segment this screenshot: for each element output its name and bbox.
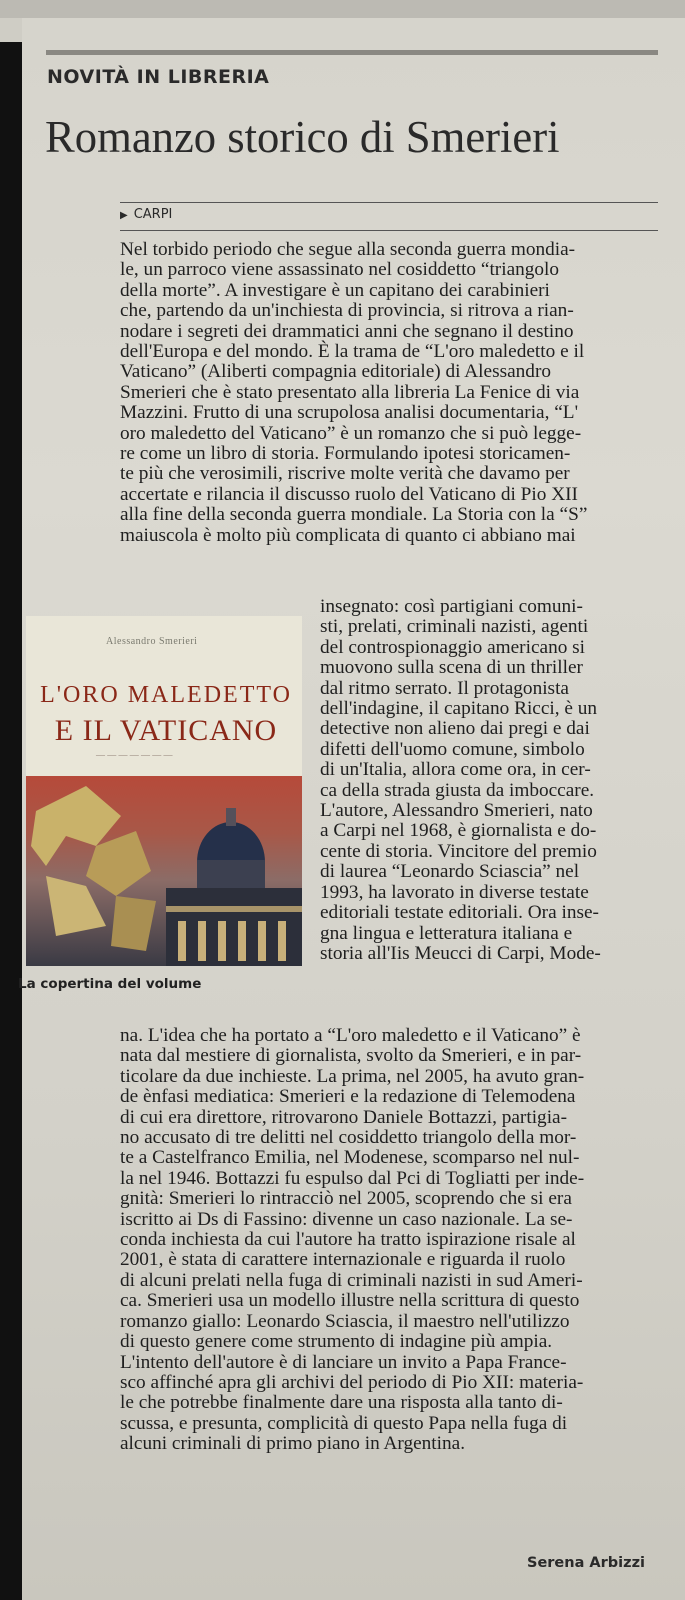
cover-title-line2: E IL VATICANO <box>54 714 278 747</box>
basilica-dome-icon <box>26 776 302 966</box>
body-line: ca. Smerieri usa un modello illustre nella scrittura di questo <box>120 1290 580 1312</box>
book-cover-image <box>26 616 302 966</box>
body-line: insegnato: così partigiani comuni- <box>320 596 583 617</box>
body-line: dell'indagine, il capitano Ricci, è un <box>320 698 598 720</box>
body-line: Nel torbido periodo che segue alla seconda guerra mondia- <box>120 239 576 260</box>
body-line: muovono sulla scena di un thriller <box>320 657 583 679</box>
article-body-bottom <box>120 1026 672 1455</box>
body-line: L'intento dell'autore è di lanciare un invito a Papa France- <box>120 1351 567 1373</box>
body-line: storia all'Iis Meucci di Carpi, Mode- <box>320 942 601 964</box>
body-line: romanzo giallo: Leonardo Sciascia, il maestro nell'utilizzo <box>120 1310 570 1332</box>
body-line: alla fine della seconda guerra mondiale. La Storia con la “S” <box>120 504 588 526</box>
body-line: che, partendo da un'inchiesta di provincia, si ritrova a rian- <box>120 300 574 322</box>
body-line: Vaticano” (Aliberti compagnia editoriale) di Alessandro <box>120 361 552 383</box>
triangle-marker-icon: ▶ <box>120 210 128 221</box>
body-line: della morte”. A investigare è un capitano dei carabinieri <box>120 279 550 301</box>
body-line: alcuni criminali di primo piano in Argentina. <box>120 1433 466 1455</box>
body-line: te a Castelfranco Emilia, nel Modenese, scomparso nel nul- <box>120 1147 580 1169</box>
article-body-side <box>320 597 656 964</box>
body-line: ca della strada giusta da imboccare. <box>320 779 595 801</box>
body-line: iscritto ai Ds di Fassino: divenne un caso nazionale. La se- <box>120 1208 573 1230</box>
body-line: oro maledetto del Vaticano” è un romanzo che si può legge- <box>120 422 582 444</box>
cover-subtitle-decoration: — — — — — — — <box>96 750 173 760</box>
body-line: cente di storia. Vincitore del premio <box>320 840 597 862</box>
body-line: di un'Italia, allora come ora, in cer- <box>320 759 591 781</box>
body-line: scussa, e presunta, complicità di questo Papa nella fuga di <box>120 1412 568 1434</box>
body-line: detective non alieno dai pregi e dai <box>320 718 590 740</box>
article-byline: Serena Arbizzi <box>527 1555 645 1571</box>
location-rule-bottom <box>120 230 658 231</box>
page-gutter-shadow <box>0 42 22 1600</box>
body-line: Smerieri che è stato presentato alla libreria La Fenice di via <box>120 381 580 403</box>
body-line: conda inchiesta da cui l'autore ha tratto ispirazione risale al <box>120 1229 576 1251</box>
article-headline: Romanzo storico di Smerieri <box>45 112 560 162</box>
body-line: sti, prelati, criminali nazisti, agenti <box>320 616 589 638</box>
body-line: Mazzini. Frutto di una scrupolosa analisi documentaria, “L' <box>120 402 579 424</box>
body-line: di alcuni prelati nella fuga di criminali nazisti in sud Ameri- <box>120 1269 583 1291</box>
body-line: de ènfasi mediatica: Smerieri e la redazione di Telemodena <box>120 1086 576 1108</box>
body-line: nata dal mestiere di giornalista, svolto da Smerieri, e in par- <box>120 1045 582 1067</box>
body-line: accertate e rilancia il discusso ruolo del Vaticano di Pio XII <box>120 483 578 505</box>
top-edge-strip <box>0 0 685 18</box>
body-line: gna lingua e letteratura italiana e <box>320 922 573 944</box>
body-line: editoriali testate editoriali. Ora inse- <box>320 902 599 924</box>
body-line: L'autore, Alessandro Smerieri, nato <box>320 800 593 822</box>
body-line: no accusato di tre delitti nel cosiddetto triangolo della mor- <box>120 1127 577 1149</box>
location-tag <box>120 207 172 222</box>
section-kicker: NOVITÀ IN LIBRERIA <box>47 66 270 88</box>
body-line: na. L'idea che ha portato a “L'oro maledetto e il Vaticano” è <box>120 1025 581 1046</box>
body-line: sco affinché apra gli archivi del periodo di Pio XII: materia- <box>120 1371 584 1393</box>
body-line: dal ritmo serrato. Il protagonista <box>320 677 569 699</box>
body-line: difetti dell'uomo comune, simbolo <box>320 738 585 760</box>
body-line: te più che verosimili, riscrive molte verità che davamo per <box>120 463 570 485</box>
body-line: di questo genere come strumento di indagine più ampia. <box>120 1331 553 1353</box>
body-line: le che potrebbe finalmente dare una risposta alla tanto di- <box>120 1392 563 1414</box>
article-body-top <box>120 240 656 546</box>
body-line: le, un parroco viene assassinato nel cosiddetto “triangolo <box>120 259 560 281</box>
body-line: re come un libro di storia. Formulando ipotesi storicamen- <box>120 443 571 465</box>
location-label: CARPI <box>133 207 173 222</box>
body-line: 2001, è stata di carattere internazionale e riguarda il ruolo <box>120 1249 566 1271</box>
location-rule-top <box>120 202 658 203</box>
body-line: la nel 1946. Bottazzi fu espulso dal Pci di Togliatti per inde- <box>120 1167 585 1189</box>
body-line: di laurea “Leonardo Sciascia” nel <box>320 861 580 883</box>
cover-title-line1: L'ORO MALEDETTO <box>40 682 292 708</box>
cover-illustration <box>26 776 302 966</box>
body-line: maiuscola è molto più complicata di quanto ci abbiano mai <box>120 524 576 546</box>
body-line: 1993, ha lavorato in diverse testate <box>320 881 589 903</box>
body-line: nodare i segreti dei drammatici anni che segnano il destino <box>120 320 574 342</box>
top-rule <box>46 50 658 55</box>
image-caption: La copertina del volume <box>18 976 202 992</box>
body-line: dell'Europa e del mondo. È la trama de “L'oro maledetto e il <box>120 341 585 363</box>
body-line: di cui era direttore, ritrovarono Daniele Bottazzi, partigia- <box>120 1106 568 1128</box>
body-line: del controspionaggio americano si <box>320 636 586 658</box>
body-line: gnità: Smerieri lo rintracciò nel 2005, scoprendo che si era <box>120 1188 572 1210</box>
cover-author: Alessandro Smerieri <box>106 636 198 647</box>
body-line: a Carpi nel 1968, è giornalista e do- <box>320 820 597 842</box>
body-line: ticolare da due inchieste. La prima, nel 2005, ha avuto gran- <box>120 1065 585 1087</box>
